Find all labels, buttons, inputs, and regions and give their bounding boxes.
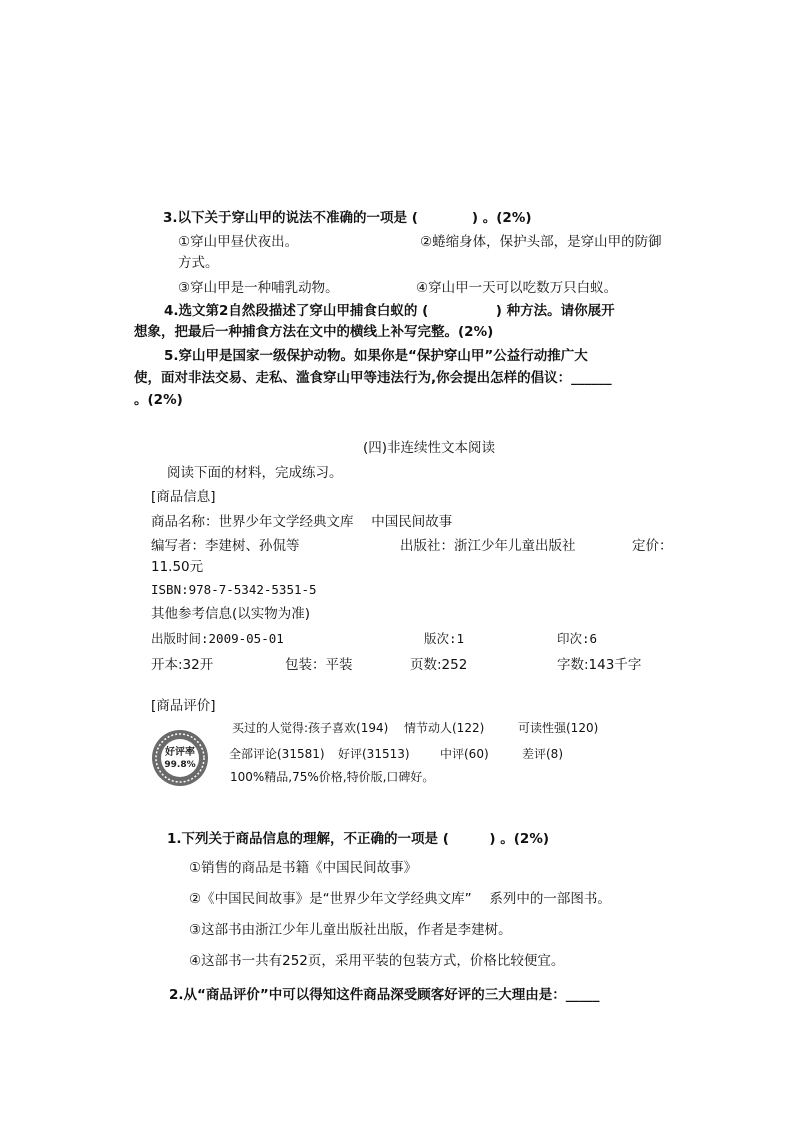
printing: 印次:6 — [557, 631, 598, 646]
q3-option-4: ④穿山甲一天可以吃数万只白蚁。 — [416, 280, 618, 296]
word-count: 字数:143千字 — [557, 657, 642, 673]
q3-option-1: ①穿山甲昼伏夜出。 — [178, 234, 299, 250]
badge-label: 好评率 — [165, 747, 195, 758]
review-summary: 100%精品,75%价格,特价版,口碑好。 — [230, 770, 435, 784]
question-3: 3.以下关于穿山甲的说法不准确的一项是 ( ) 。(2%) — [163, 210, 532, 226]
product-name: 商品名称：世界少年文学经典文库 中国民间故事 — [151, 514, 453, 530]
bad-reviews: 差评(8) — [522, 747, 563, 761]
product-editors: 编写者：李建树、孙侃等 — [151, 538, 300, 554]
question-1: 1.下列关于商品信息的理解，不正确的一项是 ( ) 。(2%) — [167, 831, 550, 847]
rating-seal-icon — [150, 728, 210, 788]
product-isbn: ISBN:978-7-5342-5351-5 — [151, 582, 317, 597]
binding: 包装：平装 — [285, 657, 353, 673]
product-publisher: 出版社：浙江少年儿童出版社 — [400, 538, 576, 554]
q1-option-4: ④这部书一共有252页，采用平装的包装方式，价格比较便宜。 — [189, 953, 565, 969]
product-price-label: 定价： — [632, 538, 673, 554]
review-tag-2: 情节动人(122) — [404, 721, 485, 735]
section-intro: 阅读下面的材料，完成练习。 — [167, 465, 343, 481]
question-2: 2.从“商品评价”中可以得知这件商品深受顾客好评的三大理由是：_____ — [169, 987, 600, 1003]
all-reviews: 全部评论(31581) — [229, 747, 325, 761]
q3-option-3: ③穿山甲是一种哺乳动物。 — [178, 280, 339, 296]
product-info-header: [商品信息] — [151, 489, 216, 505]
page-count: 页数:252 — [410, 657, 468, 673]
edition: 版次:1 — [424, 631, 465, 646]
q3-option-2: ②蜷缩身体，保护头部，是穿山甲的防御 — [420, 234, 662, 250]
medium-reviews: 中评(60) — [440, 747, 489, 761]
question-4-line-2: 想象，把最后一种捕食方法在文中的横线上补写完整。(2%) — [134, 324, 494, 340]
q1-option-1: ①销售的商品是书籍《中国民间故事》 — [189, 860, 418, 876]
review-header: [商品评价] — [151, 698, 216, 714]
q1-option-2: ②《中国民间故事》是“世界少年文学经典文库” 系列中的一部图书。 — [189, 891, 611, 907]
badge-value: 99.8% — [164, 760, 196, 770]
question-5-line-2: 使，面对非法交易、走私、滥食穿山甲等违法行为,你会提出怎样的倡议：______ — [134, 370, 612, 386]
question-4-line-1: 4.选文第2自然段描述了穿山甲捕食白蚁的 ( ) 种方法。请你展开 — [164, 303, 615, 319]
question-5-line-3: 。(2%) — [134, 392, 183, 408]
publish-date: 出版时间:2009-05-01 — [151, 631, 284, 646]
other-reference: 其他参考信息(以实物为准) — [151, 606, 311, 622]
question-5-line-1: 5.穿山甲是国家一级保护动物。如果你是“保护穿山甲”公益行动推广大 — [164, 348, 588, 364]
book-format: 开本:32开 — [151, 657, 214, 673]
buyers-think: 买过的人觉得:孩子喜欢(194) — [232, 721, 389, 735]
good-reviews: 好评(31513) — [338, 747, 410, 761]
q3-option-2-cont: 方式。 — [178, 255, 219, 271]
review-tag-3: 可读性强(120) — [518, 721, 599, 735]
rating-badge — [150, 728, 210, 788]
product-price-value: 11.50元 — [151, 559, 204, 575]
section-title: (四)非连续性文本阅读 — [363, 440, 496, 456]
q1-option-3: ③这部书由浙江少年儿童出版社出版，作者是李建树。 — [189, 922, 512, 938]
